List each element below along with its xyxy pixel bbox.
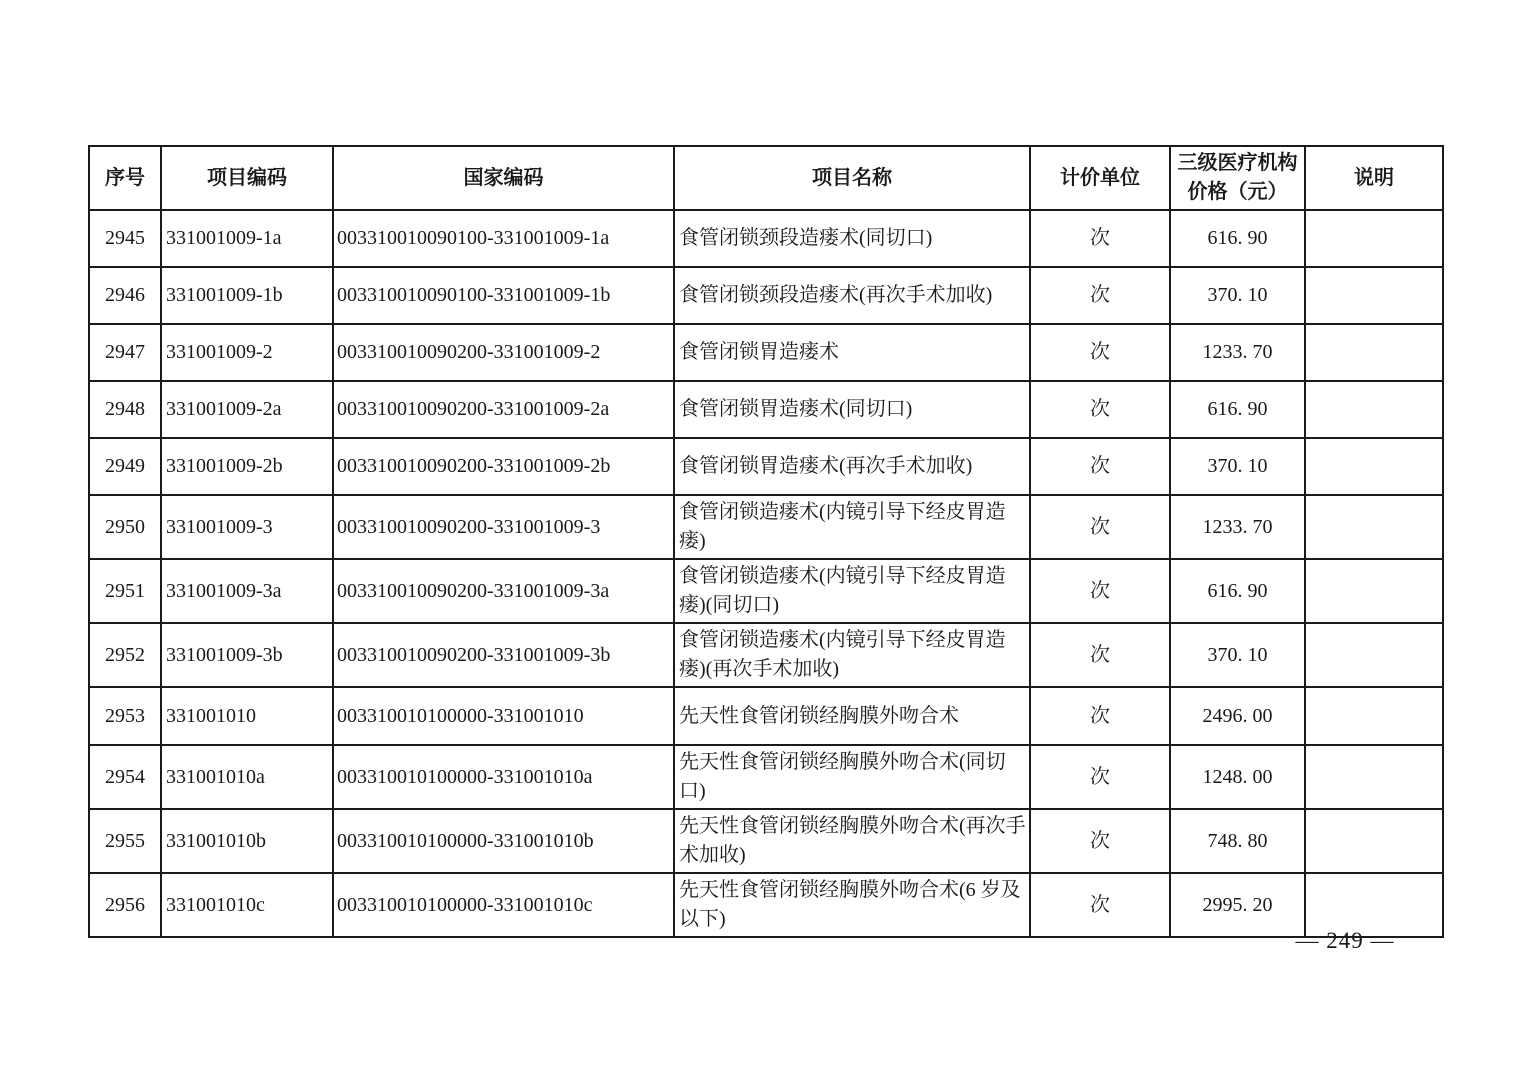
note-cell xyxy=(1305,324,1443,381)
item-name-cell: 食管闭锁颈段造瘘术(同切口) xyxy=(674,210,1030,267)
item-name-cell: 食管闭锁胃造瘘术(同切口) xyxy=(674,381,1030,438)
seq-cell: 2952 xyxy=(89,623,161,687)
price-cell: 2496. 00 xyxy=(1170,687,1305,745)
price-cell: 370. 10 xyxy=(1170,438,1305,495)
price-cell: 616. 90 xyxy=(1170,210,1305,267)
unit-cell: 次 xyxy=(1030,559,1170,623)
table-row xyxy=(89,623,1443,687)
national-code-cell: 003310010090200-331001009-3 xyxy=(333,495,674,559)
project-code-cell: 331001010c xyxy=(161,873,333,937)
note-cell xyxy=(1305,745,1443,809)
column-header-note: 说明 xyxy=(1305,146,1443,210)
seq-cell: 2950 xyxy=(89,495,161,559)
table-header xyxy=(89,146,1443,210)
unit-cell: 次 xyxy=(1030,623,1170,687)
note-cell xyxy=(1305,687,1443,745)
project-code-cell: 331001009-2a xyxy=(161,381,333,438)
price-table xyxy=(88,145,1444,938)
project-code-cell: 331001009-1b xyxy=(161,267,333,324)
item-name-cell: 食管闭锁颈段造瘘术(再次手术加收) xyxy=(674,267,1030,324)
national-code-cell: 003310010100000-331001010 xyxy=(333,687,674,745)
national-code-cell: 003310010090200-331001009-3b xyxy=(333,623,674,687)
project-code-cell: 331001009-2b xyxy=(161,438,333,495)
table-row xyxy=(89,267,1443,324)
unit-cell: 次 xyxy=(1030,381,1170,438)
table-row xyxy=(89,559,1443,623)
price-cell: 1233. 70 xyxy=(1170,324,1305,381)
unit-cell: 次 xyxy=(1030,495,1170,559)
column-header-unit: 计价单位 xyxy=(1030,146,1170,210)
price-cell: 370. 10 xyxy=(1170,267,1305,324)
seq-cell: 2956 xyxy=(89,873,161,937)
national-code-cell: 003310010090200-331001009-3a xyxy=(333,559,674,623)
table-row xyxy=(89,745,1443,809)
item-name-cell: 先天性食管闭锁经胸膜外吻合术(6 岁及以下) xyxy=(674,873,1030,937)
item-name-cell: 先天性食管闭锁经胸膜外吻合术(同切口) xyxy=(674,745,1030,809)
item-name-cell: 先天性食管闭锁经胸膜外吻合术 xyxy=(674,687,1030,745)
national-code-cell: 003310010090200-331001009-2a xyxy=(333,381,674,438)
table-row xyxy=(89,809,1443,873)
national-code-cell: 003310010090100-331001009-1a xyxy=(333,210,674,267)
item-name-cell: 食管闭锁造瘘术(内镜引导下经皮胃造瘘) xyxy=(674,495,1030,559)
national-code-cell: 003310010100000-331001010b xyxy=(333,809,674,873)
price-cell: 370. 10 xyxy=(1170,623,1305,687)
table-row xyxy=(89,381,1443,438)
project-code-cell: 331001009-2 xyxy=(161,324,333,381)
project-code-cell: 331001009-1a xyxy=(161,210,333,267)
price-cell: 616. 90 xyxy=(1170,559,1305,623)
item-name-cell: 食管闭锁胃造瘘术(再次手术加收) xyxy=(674,438,1030,495)
national-code-cell: 003310010090200-331001009-2b xyxy=(333,438,674,495)
price-cell: 1248. 00 xyxy=(1170,745,1305,809)
header-row xyxy=(89,146,1443,210)
seq-cell: 2948 xyxy=(89,381,161,438)
project-code-cell: 331001010b xyxy=(161,809,333,873)
column-header-project-code: 项目编码 xyxy=(161,146,333,210)
price-cell: 1233. 70 xyxy=(1170,495,1305,559)
note-cell xyxy=(1305,381,1443,438)
table-row xyxy=(89,210,1443,267)
item-name-cell: 食管闭锁造瘘术(内镜引导下经皮胃造瘘)(再次手术加收) xyxy=(674,623,1030,687)
column-header-item-name: 项目名称 xyxy=(674,146,1030,210)
price-cell: 748. 80 xyxy=(1170,809,1305,873)
table-row xyxy=(89,687,1443,745)
seq-cell: 2953 xyxy=(89,687,161,745)
note-cell xyxy=(1305,438,1443,495)
note-cell xyxy=(1305,495,1443,559)
item-name-cell: 食管闭锁造瘘术(内镜引导下经皮胃造瘘)(同切口) xyxy=(674,559,1030,623)
price-cell: 616. 90 xyxy=(1170,381,1305,438)
national-code-cell: 003310010100000-331001010c xyxy=(333,873,674,937)
unit-cell: 次 xyxy=(1030,324,1170,381)
seq-cell: 2946 xyxy=(89,267,161,324)
seq-cell: 2947 xyxy=(89,324,161,381)
page-number: — 249 — xyxy=(1295,928,1395,953)
table-body xyxy=(89,210,1443,937)
price-cell: 2995. 20 xyxy=(1170,873,1305,937)
project-code-cell: 331001009-3a xyxy=(161,559,333,623)
unit-cell: 次 xyxy=(1030,687,1170,745)
column-header-national-code: 国家编码 xyxy=(333,146,674,210)
seq-cell: 2954 xyxy=(89,745,161,809)
unit-cell: 次 xyxy=(1030,210,1170,267)
project-code-cell: 331001010 xyxy=(161,687,333,745)
national-code-cell: 003310010090200-331001009-2 xyxy=(333,324,674,381)
unit-cell: 次 xyxy=(1030,438,1170,495)
note-cell xyxy=(1305,267,1443,324)
unit-cell: 次 xyxy=(1030,809,1170,873)
national-code-cell: 003310010100000-331001010a xyxy=(333,745,674,809)
national-code-cell: 003310010090100-331001009-1b xyxy=(333,267,674,324)
seq-cell: 2945 xyxy=(89,210,161,267)
table-row xyxy=(89,495,1443,559)
table-row xyxy=(89,873,1443,937)
project-code-cell: 331001009-3 xyxy=(161,495,333,559)
item-name-cell: 先天性食管闭锁经胸膜外吻合术(再次手术加收) xyxy=(674,809,1030,873)
column-header-tier3-price: 三级医疗机构价格（元） xyxy=(1170,146,1305,210)
note-cell xyxy=(1305,809,1443,873)
table-row xyxy=(89,438,1443,495)
seq-cell: 2951 xyxy=(89,559,161,623)
seq-cell: 2949 xyxy=(89,438,161,495)
column-header-seq: 序号 xyxy=(89,146,161,210)
seq-cell: 2955 xyxy=(89,809,161,873)
unit-cell: 次 xyxy=(1030,267,1170,324)
project-code-cell: 331001009-3b xyxy=(161,623,333,687)
note-cell xyxy=(1305,559,1443,623)
item-name-cell: 食管闭锁胃造瘘术 xyxy=(674,324,1030,381)
table-row xyxy=(89,324,1443,381)
note-cell xyxy=(1305,623,1443,687)
unit-cell: 次 xyxy=(1030,873,1170,937)
unit-cell: 次 xyxy=(1030,745,1170,809)
note-cell xyxy=(1305,210,1443,267)
project-code-cell: 331001010a xyxy=(161,745,333,809)
